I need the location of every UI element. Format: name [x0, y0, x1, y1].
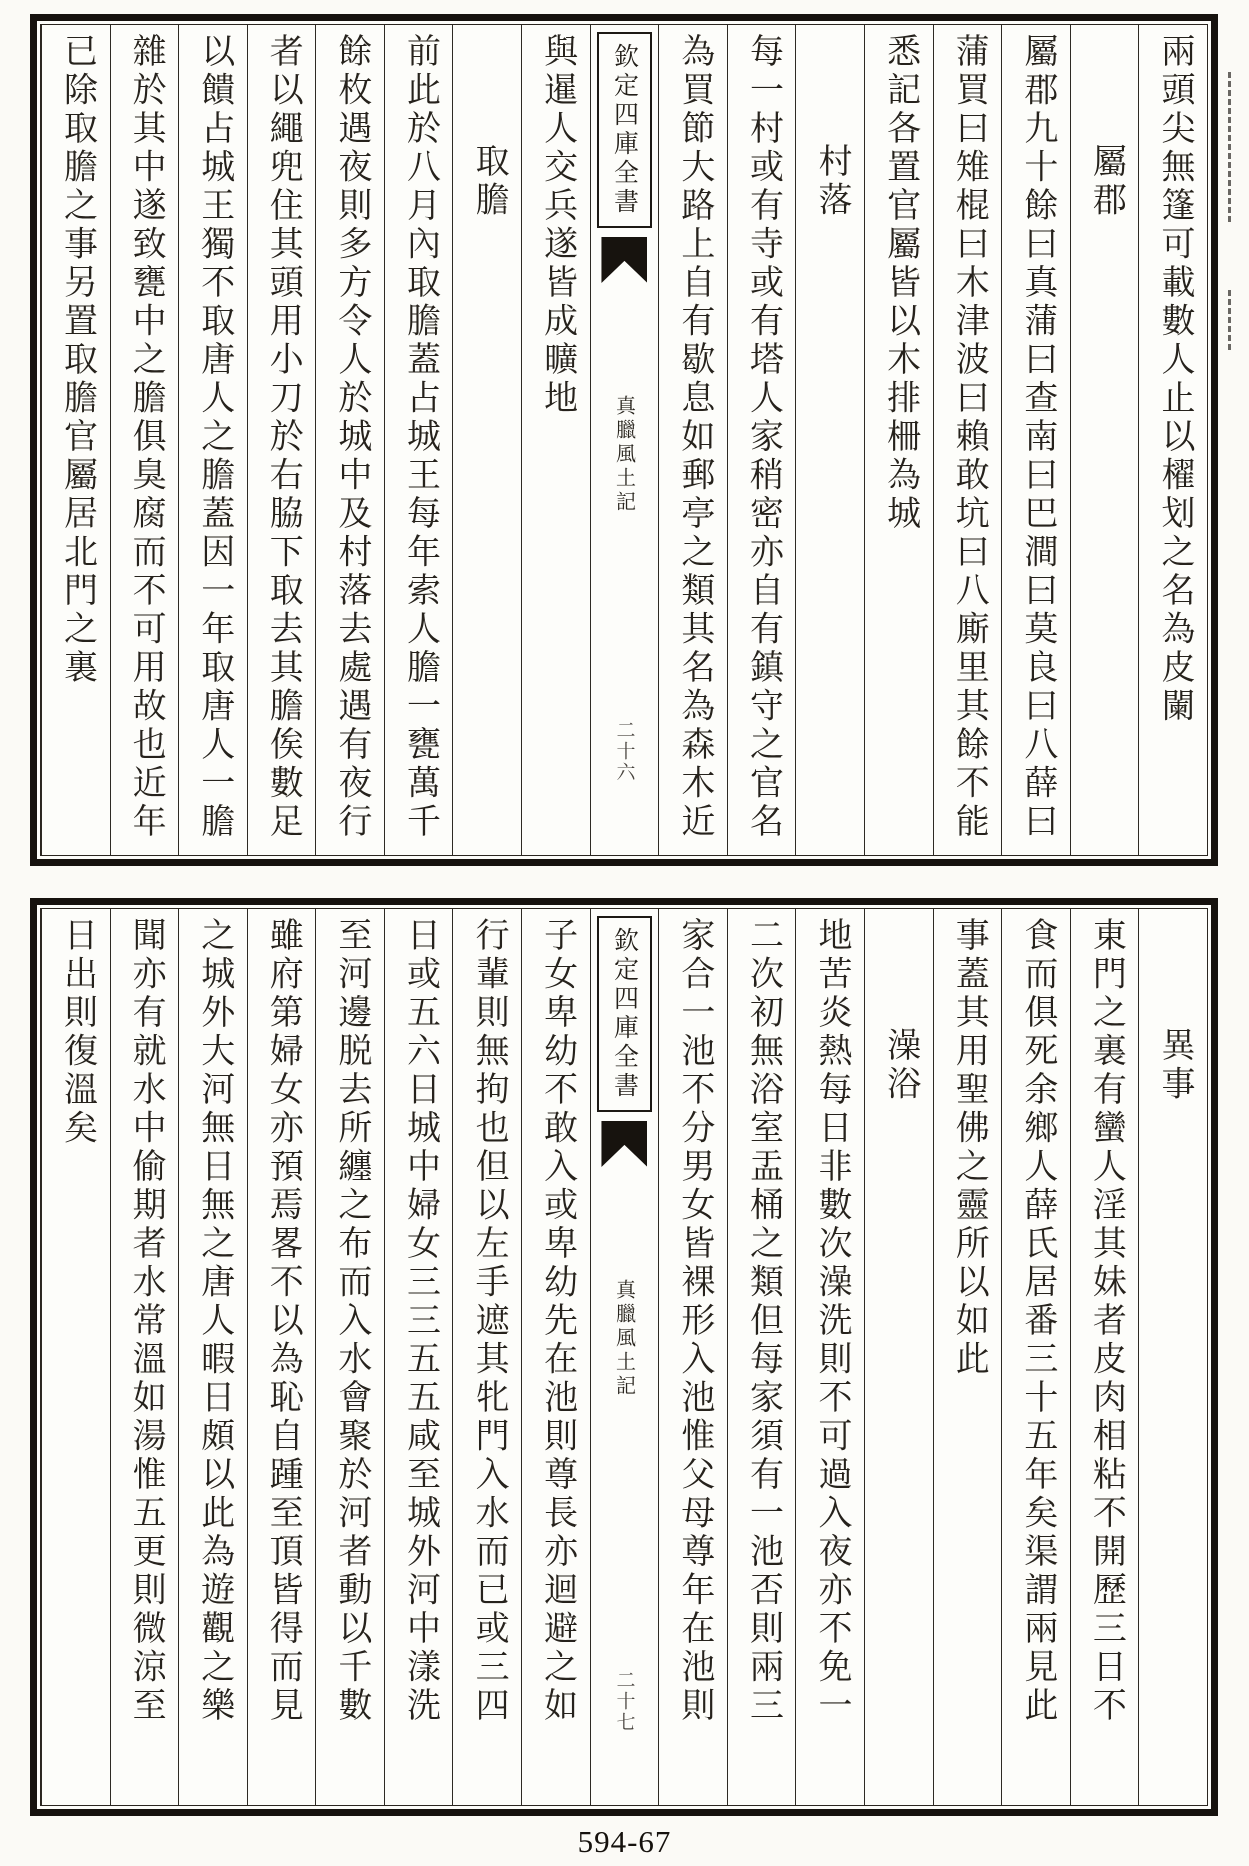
book-title: 真臘風土記: [612, 395, 637, 515]
text-column: 前此於八月內取膽蓋占城王每年索人膽一甕萬千: [384, 25, 453, 855]
text-column: 東門之裏有蠻人淫其妹者皮肉相粘不開歷三日不: [1070, 909, 1139, 1805]
text-column: 子女卑幼不敢入或卑幼先在池則尊長亦迴避之如: [521, 909, 590, 1805]
section-header-column: 異事: [1138, 909, 1207, 1805]
text-column: 每一村或有寺或有塔人家稍密亦自有鎮守之官名: [727, 25, 796, 855]
text-column: 之城外大河無日無之唐人暇日頗以此為遊觀之樂: [178, 909, 247, 1805]
fold-column: [590, 909, 659, 1805]
inner-border-frame: [40, 908, 1208, 1806]
inner-border-frame: [40, 24, 1208, 856]
text-column: 雖府第婦女亦預焉畧不以為恥自踵至頂皆得而見: [247, 909, 316, 1805]
fishtail-icon: [601, 237, 647, 283]
siku-banner-label: 欽定四庫全書: [610, 927, 640, 1101]
book-title: 真臘風土記: [612, 1279, 637, 1399]
column-grid: [41, 25, 1207, 855]
text-column: 者以繩兜住其頭用小刀於右脇下取去其膽俟數足: [247, 25, 316, 855]
text-column: 為買節大路上自有歇息如郵亭之類其名為森木近: [658, 25, 727, 855]
text-column: 地苦炎熱每日非數次澡洗則不可過入夜亦不免一: [795, 909, 864, 1805]
text-column: 已除取膽之事另置取膽官屬居北門之裏: [41, 25, 110, 855]
folio-number: 二十六: [613, 720, 636, 783]
section-header-column: 屬郡: [1070, 25, 1139, 855]
siku-banner-label: 欽定四庫全書: [610, 43, 640, 217]
siku-banner-box: [597, 916, 652, 1112]
folio-block-top: [30, 14, 1218, 866]
fishtail-icon: [601, 1121, 647, 1167]
siku-banner-box: [597, 32, 652, 228]
text-column: 悉記各置官屬皆以木排柵為城: [864, 25, 933, 855]
text-column: 家合一池不分男女皆裸形入池惟父母尊年在池則: [658, 909, 727, 1805]
text-column: 餘枚遇夜則多方令人於城中及村落去處遇有夜行: [315, 25, 384, 855]
scan-edge-artifact: [1228, 290, 1231, 350]
text-column: 聞亦有就水中偷期者水常溫如湯惟五更則微涼至: [110, 909, 179, 1805]
section-header-column: 取膽: [452, 25, 521, 855]
text-column: 食而俱死余鄉人薛氏居番三十五年矣渠謂兩見此: [1001, 909, 1070, 1805]
text-column: 日出則復溫矣: [41, 909, 110, 1805]
text-column: 屬郡九十餘曰真蒲曰查南曰巴澗曰莫良曰八薛曰: [1001, 25, 1070, 855]
folio-block-bottom: [30, 898, 1218, 1816]
text-column: 行輩則無拘也但以左手遮其牝門入水而已或三四: [452, 909, 521, 1805]
text-column: 以饋占城王獨不取唐人之膽蓋因一年取唐人一膽: [178, 25, 247, 855]
page-number-label: 594-67: [577, 1824, 672, 1859]
text-column: 雜於其中遂致甕中之膽俱臭腐而不可用故也近年: [110, 25, 179, 855]
text-column: 蒲買曰雉棍曰木津波曰賴敢坑曰八廝里其餘不能: [933, 25, 1002, 855]
text-column: 兩頭尖無篷可載數人止以櫂划之名為皮闌: [1138, 25, 1207, 855]
text-column: 與暹人交兵遂皆成曠地: [521, 25, 590, 855]
section-header-column: 澡浴: [864, 909, 933, 1805]
section-header-column: 村落: [795, 25, 864, 855]
text-column: 至河邊脱去所纏之布而入水會聚於河者動以千數: [315, 909, 384, 1805]
fold-column: [590, 25, 659, 855]
column-grid: [41, 909, 1207, 1805]
text-column: 二次初無浴室盂桶之類但每家須有一池否則兩三: [727, 909, 796, 1805]
folio-number: 二十七: [613, 1670, 636, 1733]
scan-edge-artifact: [1228, 72, 1231, 222]
text-column: 日或五六日城中婦女三三五五咸至城外河中漾洗: [384, 909, 453, 1805]
text-column: 事蓋其用聖佛之靈所以如此: [933, 909, 1002, 1805]
